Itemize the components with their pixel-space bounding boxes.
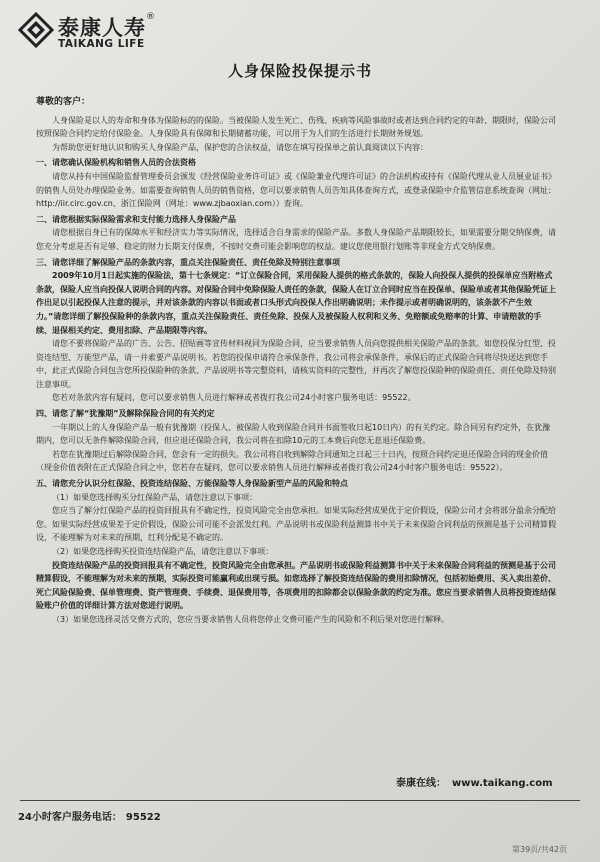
logo-chinese-name: 泰康人寿 xyxy=(58,16,146,40)
website-label: 泰康在线： xyxy=(396,778,446,789)
section-heading: 四、请您了解“犹豫期”及解除保险合同的有关约定 xyxy=(36,409,215,419)
section-heading: 五、请您充分认识分红保险、投资连结保险、万能保险等人身保险新型产品的风险和特点 xyxy=(36,479,348,489)
section-subheading: （2）如果您选择购买投资连结保险产品，请您注意以下事项： xyxy=(52,547,274,556)
website-line xyxy=(396,774,553,789)
document-title: 人身保险投保提示书 xyxy=(227,62,372,80)
logo-english-name: TAIKANG LIFE xyxy=(58,38,145,50)
registered-mark: ® xyxy=(146,12,155,22)
section-heading: 二、请您根据实际保险需求和支付能力选择人身保险产品 xyxy=(36,214,236,224)
section-paragraph: 您应当了解分红保险产品的投资回报具有不确定性，投资风险完全由您承担。如果实际经营成果优于定价假设，保险公司才会将部分盈余分配给您。如果实际经营成果差于定价假设，保险公司可能不会派发红利。产品说明书或保险利益测算书中关于未来保险合同利益的预测是基于公司精算假设，不能理解为对未来的预期，红利分配是不确定的。 xyxy=(36,506,556,543)
section-paragraph: 2009年10月1日起实施的保险法，第十七条规定：“订立保险合同，采用保险人提供的格式条款的，保险人向投保人提供的投保单应当附格式条款，保险人应当向投保人说明合同的内容。对保险合同中免除保险人责任的条款，保险人在订立合同时应当在投保单、保险单或者其他保险凭证上作出足以引起投保人注意的提示，并对该条款的内容以书面或者口头形式向投保人作出明确说明；未作提示或者明确说明的，该条款不产生效力。”请您详细了解投保险种的条款内容，重点关注保险责任、责任免除、投保人及被保险人权利和义务、免赔额或免赔率的计算、申请赔款的手续、退保相关约定、费用扣除、产品期限等内容。 xyxy=(36,271,556,335)
hotline-line xyxy=(18,808,161,823)
intro-paragraph: 人身保险是以人的寿命和身体为保险标的的保险。当被保险人发生死亡、伤残、疾病等风险事故时或者达到合同约定的年龄、期限时，保险公司按照保险合同约定给付保险金。人身保险具有保障和长期储蓄功能，可以用于为人们的生活进行长期财务规划。 xyxy=(36,115,556,139)
section-paragraph: 请您从持有中国保险监督管理委员会颁发《经营保险业务许可证》或《保险兼业代理许可证》的合法机构或持有《保险代理从业人员展业证书》的销售人员处办理保险业务。如需要查询销售人员的销售资格，您可以要求销售人员告知具体查询方式，或登录保险中介监管信息系统查询（网址：http://iir.circ.gov.cn、浙江保险网（网址：www.zjbaoxian.com））查询。 xyxy=(36,171,556,209)
section-subheading: （1）如果您选择购买分红保险产品，请您注意以下事项： xyxy=(52,492,258,502)
section-paragraph: 若您在犹豫期过后解除保险合同，您会有一定的损失。我公司将自收到解除合同通知之日起三十日内，按照合同约定退还保险合同的现金价值（现金价值表附在正式保险合同之中，您若存在疑问，您可以要求销售人员进行解释或者拨打我公司24小时客户服务电话：95522）。 xyxy=(36,449,548,473)
section-paragraph: 一年期以上的人身保险产品一般有犹豫期（投保人、被保险人收到保险合同并书面签收日起10日内）的有关约定。除合同另有约定外，在犹豫期内，您可以无条件解除保险合同，但应退还保险合同，我公司将在扣除10元的工本费后向您无息退还保险费。 xyxy=(36,422,551,446)
section-heading: 一、请您确认保险机构和销售人员的合法资格 xyxy=(36,158,196,168)
company-logo xyxy=(18,10,208,56)
greeting: 尊敬的客户： xyxy=(36,97,91,107)
hotline-number: 95522 xyxy=(125,812,161,823)
section-paragraph: 您若对条款内容有疑问，您可以要求销售人员进行解释或者拨打我公司24小时客户服务电话：95522。 xyxy=(52,393,416,403)
section-heading: 三、请您详细了解保险产品的条款内容，重点关注保险责任、责任免除及特别注意事项 xyxy=(36,257,340,267)
hotline-label: 24小时客户服务电话： xyxy=(18,812,122,823)
section-paragraph: （3）如果您选择灵活交费方式的，您应当要求销售人员将您停止交费可能产生的风险和不利后果对您进行解释。 xyxy=(52,614,450,624)
taikang-logo-icon xyxy=(18,12,54,48)
page-number: 第39页/共42页 xyxy=(512,845,568,854)
footer-divider xyxy=(20,800,580,801)
intro-paragraph: 为帮助您更好地认识和购买人身保险产品，保护您的合法权益，请您在填写投保单之前认真阅读以下内容： xyxy=(52,142,428,152)
section-paragraph: 请您不要将保险产品的广告、公告、招贴画等宣传材料视同为保险合同，应当要求销售人员向您提供相关保险产品的条款。如您投保分红型、投资连结型、万能型产品，请一并索要产品说明书。若您的投保申请符合承保条件，我公司将会承保条件，承保后的正式保险合同将尽快送达到您手中，此正式保险合同包含您所投保险种的条款、产品说明书等完整资料，请核实资料的完整性，并再次了解您投保险种的保险责任、责任免除及特别注意事项。 xyxy=(36,339,556,389)
website-url[interactable]: www.taikang.com xyxy=(452,778,553,789)
section-paragraph: 请您根据自身已有的保障水平和经济实力等实际情况，选择适合自身需求的保险产品。多数人身保险产品期限较长，如果需要分期交纳保费，请您充分考虑是否有足够、稳定的财力长期支付保费，不按时交费可能会影响您的权益。建议您使用银行划账等非现金方式交纳保费。 xyxy=(36,228,556,251)
section-paragraph: 投资连结保险产品的投资回报具有不确定性，投资风险完全由您承担。产品说明书或保险利益测算书中关于未来保险合同利益的预测是基于公司精算假设，不能理解为对未来的预期，实际投资可能赢利或出现亏损。如您选择了解投资连结保险的费用扣除情况，包括初始费用、买入卖出差价、死亡风险保险费、保单管理费、资产管理费、手续费、退保费用等，各项费用的扣除都会以保险条款的约定为准。您应当要求销售人员将投资连结保险账户价值的详细计算方法对您进行说明。 xyxy=(36,560,556,611)
document-body xyxy=(36,96,556,627)
